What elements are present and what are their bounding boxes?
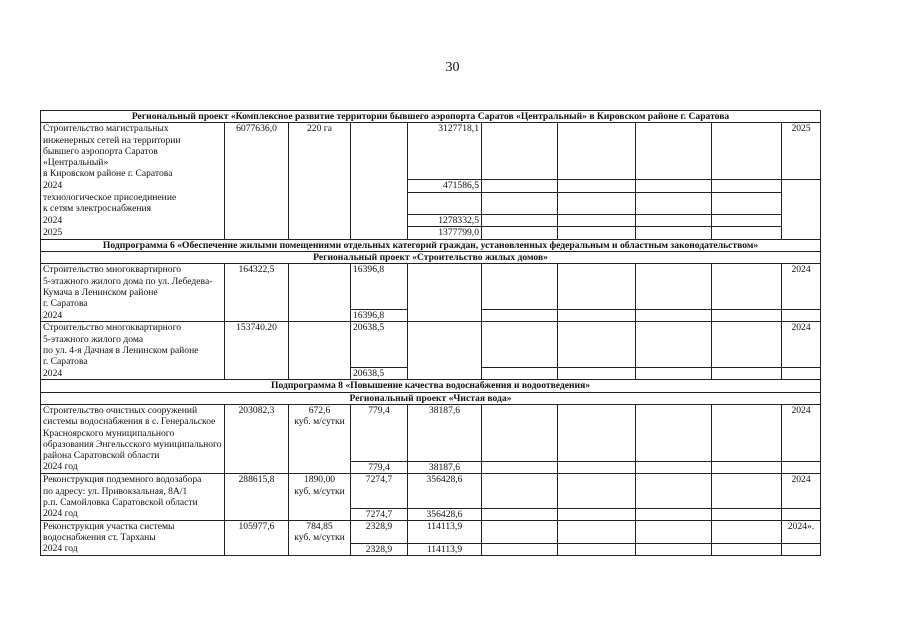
amount-cell: 779,4 — [351, 404, 408, 461]
object-name: Реконструкция подземного водозабора по адресу: ул. Привокзальная, 8А/1 р.п. Самойловка Саратовской области — [41, 474, 225, 508]
capacity-cell: 220 га — [289, 123, 351, 180]
table-row — [41, 461, 821, 473]
section-title: Региональный проект «Чистая вода» — [41, 392, 821, 404]
table-row — [41, 215, 821, 227]
object-name: Строительство магистральных инженерных сетей на территории бывшего аэропорта Саратов «Центральный» в Кировском районе г. Саратова — [41, 123, 225, 180]
cost-cell: 105977,6 — [225, 520, 289, 543]
object-name: Строительство очистных сооружений системы водоснабжения в с. Генеральское Красноярского муниципального образования Энгельсского муниципального района Саратовской области — [41, 404, 225, 461]
year-label: 2024 — [41, 310, 225, 322]
amount-cell: 3127718,1 — [408, 123, 482, 180]
sub-item-label: технологическое присоединение к сетям электроснабжения — [41, 192, 225, 215]
section-title: Региональный проект «Строительство жилых домов» — [41, 252, 821, 264]
section-row — [41, 111, 821, 123]
year-cell: 2024 — [782, 404, 821, 461]
section-row — [41, 239, 821, 251]
cost-cell: 153740.20 — [225, 322, 289, 368]
amount-cell: 38187,6 — [408, 404, 482, 461]
amount-cell: 2328,9 — [351, 543, 408, 555]
table-row — [41, 264, 821, 310]
year-label: 2025 — [41, 227, 225, 239]
amount-cell: 7274,7 — [351, 474, 408, 508]
table-row — [41, 123, 821, 180]
year-cell: 2024». — [782, 520, 821, 543]
object-name: Строительство многоквартирного 5-этажного жилого дома по ул. 4-я Дачная в Ленинском районе г. Саратова — [41, 322, 225, 368]
amount-cell: 2328,9 — [351, 520, 408, 543]
year-cell: 2025 — [782, 123, 821, 180]
year-label: 2024 год — [41, 543, 225, 555]
subprogram-title: Подпрограмма 6 «Обеспечение жилыми помещениями отдельных категорий граждан, установленных федеральным и областным законодательством» — [41, 239, 821, 251]
year-cell: 2024 — [782, 322, 821, 368]
amount-cell: 1278332,5 — [408, 215, 482, 227]
year-label: 2024 — [41, 215, 225, 227]
amount-cell: 20638,5 — [351, 368, 408, 380]
table-row — [41, 368, 821, 380]
table-row — [41, 180, 821, 192]
table-row — [41, 192, 821, 215]
table-row — [41, 310, 821, 322]
amount-cell: 20638,5 — [351, 322, 408, 368]
table-row — [41, 474, 821, 508]
section-row — [41, 380, 821, 392]
page-number: 30 — [445, 60, 460, 75]
amount-cell: 471586,5 — [408, 180, 482, 192]
table-row — [41, 543, 821, 555]
amount-cell: 7274,7 — [351, 508, 408, 520]
table-row — [41, 227, 821, 239]
amount-cell: 1377799,0 — [408, 227, 482, 239]
program-table — [40, 110, 821, 556]
table-row — [41, 520, 821, 543]
section-row — [41, 392, 821, 404]
object-name: Реконструкция участка системы водоснабжения ст. Тарханы — [41, 520, 225, 543]
year-label: 2024 — [41, 180, 225, 192]
amount-cell: 16396,8 — [351, 310, 408, 322]
table-row — [41, 322, 821, 368]
section-row — [41, 252, 821, 264]
amount-cell: 16396,8 — [351, 264, 408, 310]
capacity-cell: 784,85 куб. м/сутки — [289, 520, 351, 543]
year-cell: 2024 — [782, 264, 821, 310]
cost-cell: 6077636,0 — [225, 123, 289, 180]
cost-cell: 288615,8 — [225, 474, 289, 508]
year-label: 2024 год — [41, 508, 225, 520]
year-cell: 2024 — [782, 474, 821, 508]
amount-cell: 38187,6 — [408, 461, 482, 473]
cost-cell: 164322,5 — [225, 264, 289, 310]
cost-cell: 203082,3 — [225, 404, 289, 461]
capacity-cell: 672,6 куб. м/сутки — [289, 404, 351, 461]
amount-cell: 356428,6 — [408, 474, 482, 508]
capacity-cell: 1890,00 куб. м/сутки — [289, 474, 351, 508]
amount-cell: 356428,6 — [408, 508, 482, 520]
amount-cell: 779,4 — [351, 461, 408, 473]
year-label: 2024 год — [41, 461, 225, 473]
object-name: Строительство многоквартирного 5-этажного жилого дома по ул. Лебедева- Кумача в Ленинском районе г. Саратова — [41, 264, 225, 310]
amount-cell: 114113,9 — [408, 543, 482, 555]
section-title: Региональный проект «Комплексное развитие территории бывшего аэропорта Саратов «Центральный» в Кировском районе г. Саратова — [41, 111, 821, 123]
year-label: 2024 — [41, 368, 225, 380]
amount-cell: 114113,9 — [408, 520, 482, 543]
subprogram-title: Подпрограмма 8 «Повышение качества водоснабжения и водоотведения» — [41, 380, 821, 392]
table-row — [41, 404, 821, 461]
table-row — [41, 508, 821, 520]
